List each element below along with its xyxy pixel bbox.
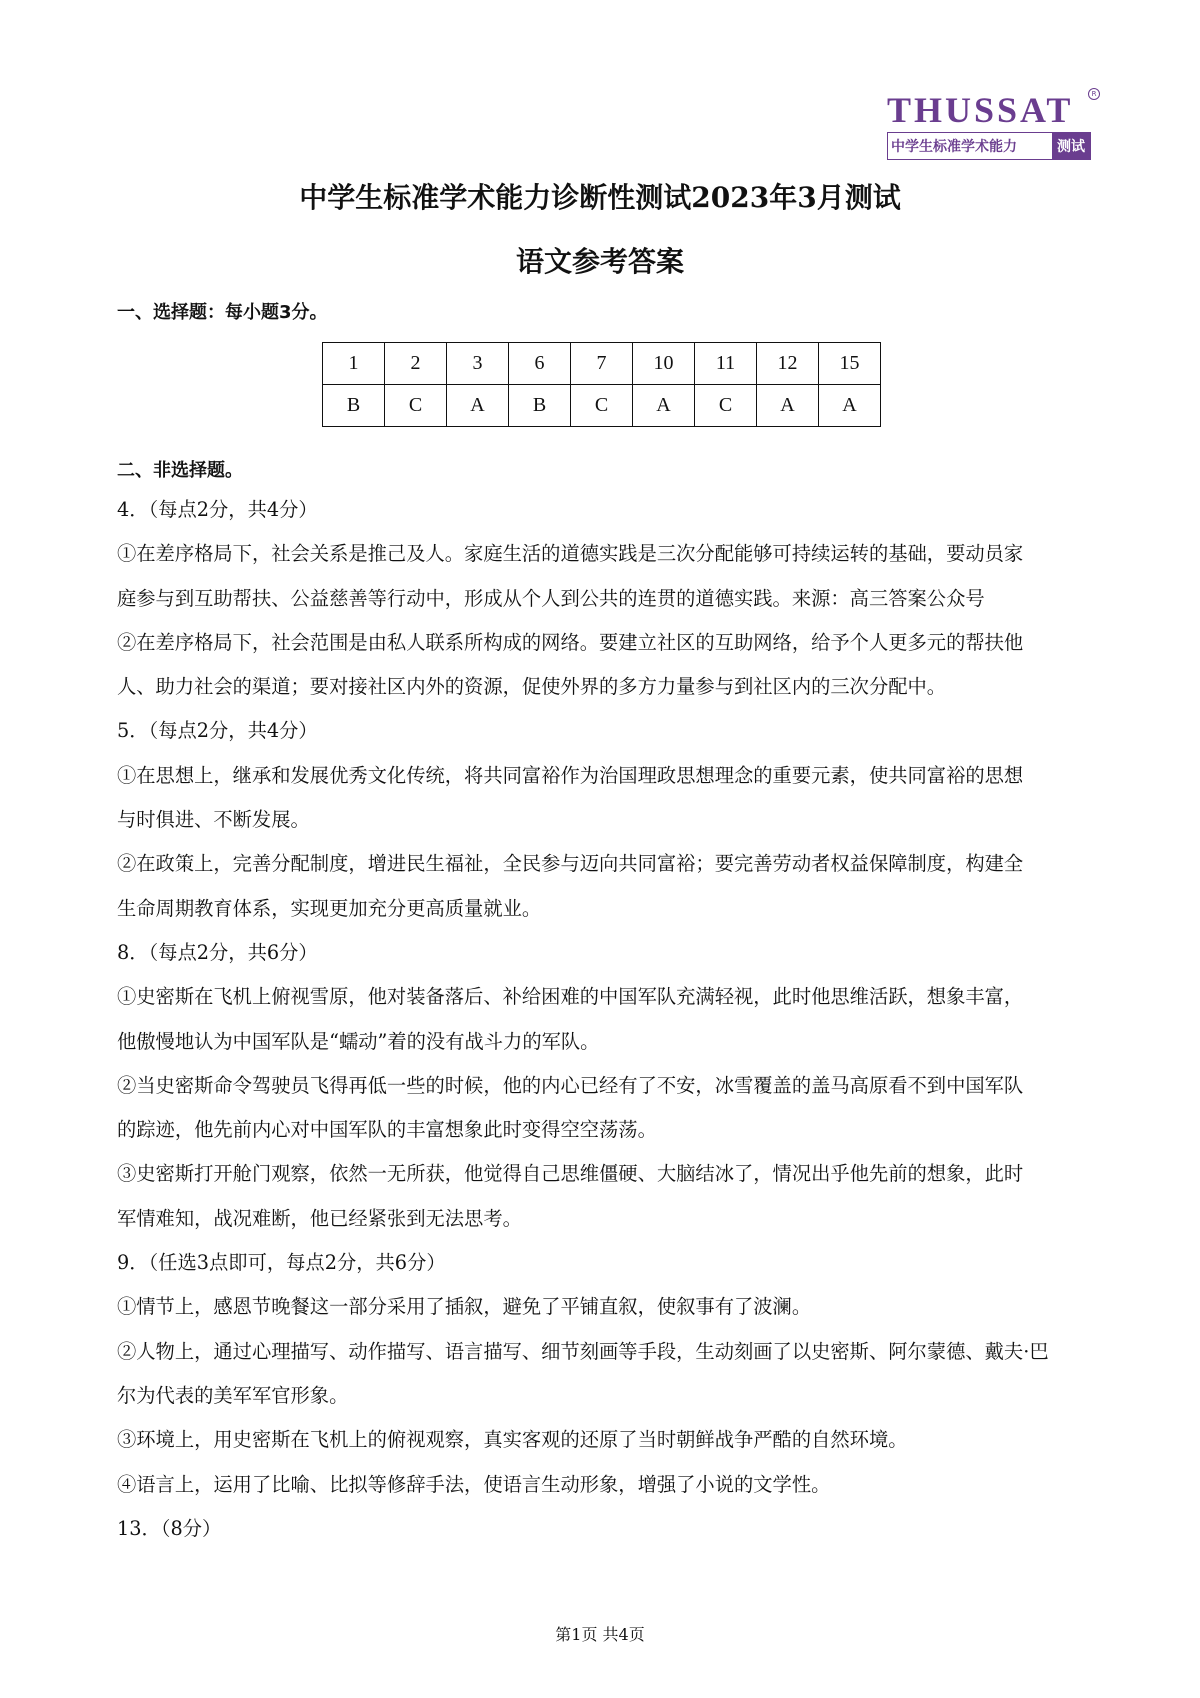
question-header: 4．（每点2分，共4分）: [117, 498, 318, 521]
answer-line: 尔为代表的美军军官形象。: [117, 1383, 349, 1407]
answer-line: 的踪迹，他先前内心对中国军队的丰富想象此时变得空空荡荡。: [117, 1118, 657, 1142]
question-header: 9．（任选3点即可，每点2分，共6分）: [117, 1251, 446, 1275]
thussat-logo: [887, 92, 1095, 160]
answer-letter: A: [447, 385, 509, 427]
answer-line: 他傲慢地认为中国军队是“蠕动”着的没有战斗力的军队。: [117, 1029, 600, 1053]
answer-line: ②在差序格局下，社会范围是由私人联系所构成的网络。要建立社区的互助网络，给予个人更多元的帮扶他: [117, 630, 1024, 654]
answer-line: ②人物上，通过心理描写、动作描写、语言描写、细节刻画等手段，生动刻画了以史密斯、阿尔蒙德、戴夫·巴: [117, 1339, 1049, 1363]
page-footer: 第1页 共4页: [555, 1625, 645, 1644]
answer-letter: A: [757, 385, 819, 427]
answer-line: ①在差序格局下，社会关系是推己及人。家庭生活的道德实践是三次分配能够可持续运转的基础，要动员家: [117, 542, 1024, 566]
answer-letter: B: [323, 385, 385, 427]
question-number: 12: [757, 343, 819, 385]
answer-line: 人、助力社会的渠道；要对接社区内外的资源，促使外界的多方力量参与到社区内的三次分配中。: [117, 675, 947, 699]
question-number: 3: [447, 343, 509, 385]
answer-content: [117, 488, 1093, 1551]
question-header: 13．（8分）: [117, 1516, 222, 1540]
section-heading-choice: 一、选择题：每小题3分。: [117, 302, 328, 323]
question-number: 11: [695, 343, 757, 385]
question-number: 2: [385, 343, 447, 385]
logo-subtitle-bar: [887, 132, 1091, 160]
answer-table: [322, 342, 881, 427]
answer-line: ①在思想上，继承和发展优秀文化传统，将共同富裕作为治国理政思想理念的重要元素，使共同富裕的思想: [117, 763, 1024, 787]
question-number: 1: [323, 343, 385, 385]
answer-line: 生命周期教育体系，实现更加充分更高质量就业。: [117, 896, 542, 920]
question-header: 5．（每点2分，共4分）: [117, 719, 318, 743]
answer-line: ③环境上，用史密斯在飞机上的俯视观察，真实客观的还原了当时朝鲜战争严酷的自然环境。: [117, 1428, 908, 1452]
answer-line: ②在政策上，完善分配制度，增进民生福祉，全民参与迈向共同富裕；要完善劳动者权益保障制度，构建全: [117, 852, 1024, 876]
question-header: 8．（每点2分，共6分）: [117, 940, 318, 964]
answer-number-row: [323, 343, 881, 385]
answer-letter: A: [819, 385, 881, 427]
answer-line: 庭参与到互助帮扶、公益慈善等行动中，形成从个人到公共的连贯的道德实践。来源：高三答案公众号: [117, 586, 985, 610]
logo-subtitle: 中学生标准学术能力: [891, 139, 1017, 155]
answer-line: ④语言上，运用了比喻、比拟等修辞手法，使语言生动形象，增强了小说的文学性。: [117, 1472, 831, 1496]
registered-mark-icon: R: [1088, 88, 1100, 100]
answer-letter-row: [323, 385, 881, 427]
page-title: 中学生标准学术能力诊断性测试2023年3月测试: [299, 181, 901, 214]
answer-letter: C: [695, 385, 757, 427]
answer-letter: B: [509, 385, 571, 427]
answer-letter: C: [385, 385, 447, 427]
answer-letter: C: [571, 385, 633, 427]
section-heading-nonchoice: 二、非选择题。: [117, 460, 243, 481]
answer-letter: A: [633, 385, 695, 427]
answer-line: ①史密斯在飞机上俯视雪原，他对装备落后、补给困难的中国军队充满轻视，此时他思维活跃，想象丰富，: [117, 985, 1024, 1009]
answer-line: ②当史密斯命令驾驶员飞得再低一些的时候，他的内心已经有了不安，冰雪覆盖的盖马高原看不到中国军队: [117, 1073, 1024, 1097]
question-number: 7: [571, 343, 633, 385]
page-subtitle: 语文参考答案: [515, 245, 684, 278]
question-number: 6: [509, 343, 571, 385]
question-number: 15: [819, 343, 881, 385]
question-number: 10: [633, 343, 695, 385]
answer-line: 与时俱进、不断发展。: [117, 808, 310, 832]
answer-line: ③史密斯打开舱门观察，依然一无所获，他觉得自己思维僵硬、大脑结冰了，情况出乎他先前的想象，此时: [117, 1162, 1024, 1186]
answer-line: 军情难知，战况难断，他已经紧张到无法思考。: [117, 1206, 522, 1230]
logo-wordmark: THUSSAT: [887, 90, 1074, 130]
logo-tag: 测试: [1052, 133, 1090, 159]
answer-line: ①情节上，感恩节晚餐这一部分采用了插叙，避免了平铺直叙，使叙事有了波澜。: [117, 1295, 812, 1319]
